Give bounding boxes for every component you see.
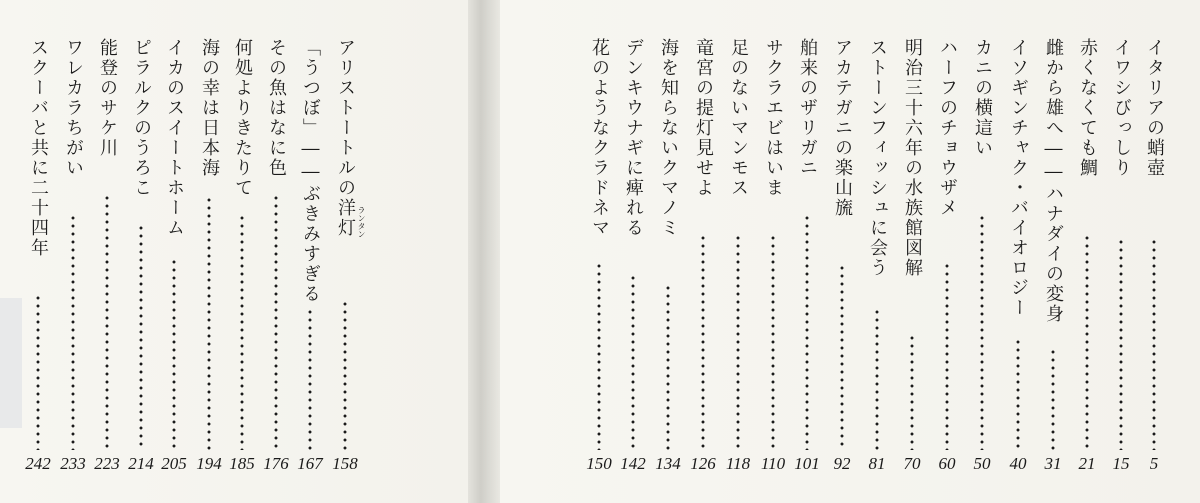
dot-leader (343, 300, 347, 450)
margin-tint (0, 298, 22, 428)
toc-entry (827, 38, 857, 473)
dot-leader (597, 262, 601, 450)
dot-leader (36, 294, 40, 450)
toc-page-number: 101 (794, 454, 820, 473)
toc-entry (227, 38, 257, 473)
toc-entry-title: ピラルクのうろこ (131, 38, 152, 198)
dot-leader (274, 194, 278, 450)
dot-leader (1051, 348, 1055, 450)
toc-entry-title: イタリアの蛸壺 (1144, 38, 1165, 178)
dot-leader (910, 334, 914, 450)
toc-entry (897, 38, 927, 473)
toc-entry (758, 38, 788, 473)
dot-leader (945, 262, 949, 450)
dot-leader (875, 308, 879, 450)
toc-page-number: 158 (332, 454, 358, 473)
toc-page-number: 81 (868, 454, 886, 473)
toc-page-number: 5 (1149, 454, 1159, 473)
left-page (0, 0, 468, 503)
dot-leader (139, 224, 143, 450)
toc-entry (618, 38, 648, 473)
toc-entry-ruby: ランタン (357, 206, 366, 238)
toc-entry-title: サクラエビはいま (763, 38, 784, 198)
toc-entry-title: ストーンフィッシュに会う (867, 38, 888, 278)
toc-page-number: 126 (690, 454, 716, 473)
dot-leader (980, 214, 984, 450)
toc-entry-title: アリストートルの洋灯 (335, 38, 356, 238)
dot-leader (105, 194, 109, 450)
toc-entry-title: イソギンチャク・バイオロジー (1008, 38, 1029, 318)
toc-entry-title: 「うつぼ」――ぶきみすぎる (300, 38, 321, 304)
toc-entry (23, 38, 53, 473)
dot-leader (240, 214, 244, 450)
toc-entry (194, 38, 224, 473)
toc-page-number: 134 (655, 454, 681, 473)
toc-entry (688, 38, 718, 473)
toc-entry-title: その魚はなに色 (266, 38, 287, 178)
dot-leader (1085, 234, 1089, 450)
toc-entry (1072, 38, 1102, 473)
toc-entry-title: 足のないマンモス (728, 38, 749, 198)
dot-leader (1119, 238, 1123, 450)
toc-page-number: 185 (229, 454, 255, 473)
book-gutter (468, 0, 500, 503)
toc-entry (261, 38, 291, 473)
toc-entry (653, 38, 683, 473)
dot-leader (308, 308, 312, 450)
toc-page-number: 223 (94, 454, 120, 473)
toc-page-number: 233 (60, 454, 86, 473)
dot-leader (701, 234, 705, 450)
toc-entry-title: ワレカラちがい (63, 38, 84, 178)
dot-leader (631, 274, 635, 450)
toc-entry (862, 38, 892, 473)
toc-entry (932, 38, 962, 473)
toc-entry-title: 花のようなクラドネマ (589, 38, 610, 238)
toc-page-number: 150 (586, 454, 612, 473)
toc-entry-title: 能登のサケ川 (97, 38, 118, 158)
toc-entry (584, 38, 614, 473)
toc-entry (330, 38, 366, 473)
toc-entry-title: 海の幸は日本海 (199, 38, 220, 178)
toc-entry (1003, 38, 1033, 473)
toc-page-number: 21 (1078, 454, 1096, 473)
toc-entry (295, 38, 325, 473)
dot-leader (840, 264, 844, 450)
right-page (500, 0, 1200, 503)
toc-entry (792, 38, 822, 473)
toc-entry-title: 明治三十六年の水族館図解 (902, 38, 923, 278)
toc-entry-title: 雌から雄へ――ハナダイの変身 (1043, 38, 1064, 324)
toc-entry (159, 38, 189, 473)
toc-entry (92, 38, 122, 473)
toc-entry-title: 海を知らないクマノミ (658, 38, 679, 238)
dot-leader (172, 258, 176, 450)
toc-entry (723, 38, 753, 473)
dot-leader (71, 214, 75, 450)
dot-leader (1152, 238, 1156, 450)
dot-leader (771, 234, 775, 450)
toc-entry-title: イカのスイートホーム (164, 38, 185, 238)
toc-page-number: 214 (128, 454, 154, 473)
toc-page-number: 110 (760, 454, 786, 473)
toc-entry-title: ハーフのチョウザメ (937, 38, 958, 218)
toc-entry-title: アカテガニの楽山旒 (832, 38, 853, 218)
toc-page-number: 194 (196, 454, 222, 473)
toc-page-number: 142 (620, 454, 646, 473)
toc-entry (1038, 38, 1068, 473)
toc-page-number: 242 (25, 454, 51, 473)
toc-page-number: 70 (903, 454, 921, 473)
toc-page-number: 118 (725, 454, 751, 473)
toc-entry-title: 何処よりきたりて (232, 38, 253, 198)
toc-entry-title: 赤くなくても鯛 (1077, 38, 1098, 178)
toc-page-number: 167 (297, 454, 323, 473)
toc-page-number: 50 (973, 454, 991, 473)
dot-leader (666, 284, 670, 450)
toc-entry (1106, 38, 1136, 473)
toc-page-number: 15 (1112, 454, 1130, 473)
toc-entry-title: イワシびっしり (1111, 38, 1132, 178)
toc-page-number: 176 (263, 454, 289, 473)
toc-page-number: 31 (1044, 454, 1062, 473)
toc-entry-title: スクーバと共に二十四年 (28, 38, 49, 258)
toc-entry (1139, 38, 1169, 473)
toc-page-number: 92 (833, 454, 851, 473)
toc-entry (58, 38, 88, 473)
toc-page-number: 40 (1009, 454, 1027, 473)
dot-leader (805, 214, 809, 450)
dot-leader (1016, 338, 1020, 450)
toc-entry (967, 38, 997, 473)
toc-entry-title: デンキウナギに痺れる (623, 38, 644, 238)
dot-leader (736, 234, 740, 450)
toc-entry-title: 竜宮の提灯見せよ (693, 38, 714, 198)
dot-leader (207, 196, 211, 450)
toc-page-number: 205 (161, 454, 187, 473)
toc-entry-title: 舶来のザリガニ (797, 38, 818, 178)
toc-entry-title: カニの横這い (972, 38, 993, 158)
toc-page-number: 60 (938, 454, 956, 473)
toc-entry (126, 38, 156, 473)
